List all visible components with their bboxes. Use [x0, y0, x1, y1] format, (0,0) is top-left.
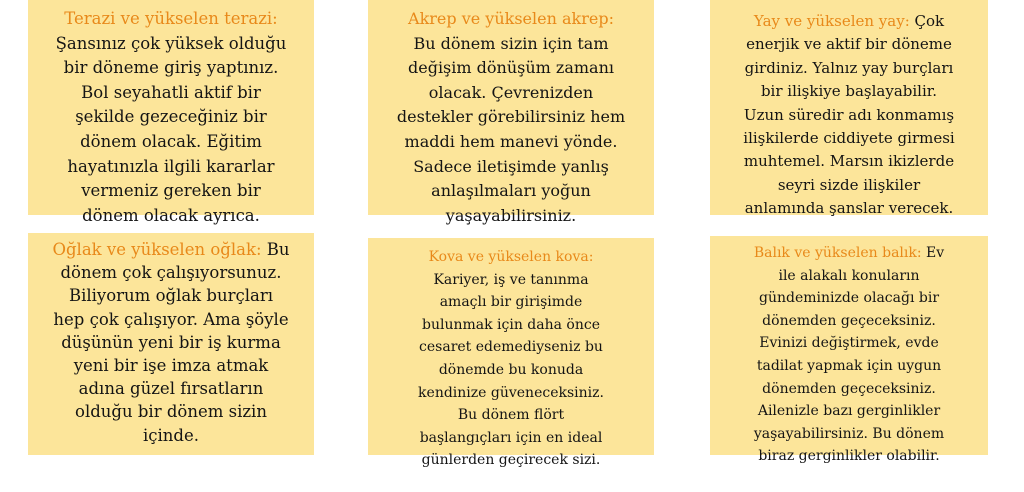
card-line: olacak. Çevrenizden: [428, 82, 594, 102]
card-heading-line: [718, 10, 980, 33]
card-line: düşünün yeni bir iş kurma: [61, 332, 281, 352]
card-line: Bu dönem flört: [457, 407, 565, 424]
card-balik: [710, 236, 988, 465]
card-line: Kariyer, iş ve tanınma: [433, 271, 589, 288]
card-heading-line: [376, 246, 646, 269]
card-line: girdiniz. Yalnız yay burçları: [744, 58, 954, 77]
card-line: değişim dönüşüm zamanı: [407, 58, 614, 78]
card-oglak: [28, 233, 314, 455]
card-line: muhtemel. Marsın ikizlerde: [743, 152, 955, 171]
card-line: anlamında şanslar verecek.: [744, 199, 954, 218]
card-line: günlerden geçirecek sizi.: [421, 452, 601, 469]
card-heading-tail: Çok: [914, 12, 945, 30]
card-heading-line: [36, 238, 306, 261]
card-line: içinde.: [143, 425, 199, 445]
card-terazi: [28, 0, 314, 225]
card-line: gündeminizde olacağı bir: [758, 290, 940, 307]
card-line: vermeniz gereken bir: [81, 181, 261, 201]
card-yay: [710, 0, 988, 218]
card-heading: Akrep ve yükselen akrep:: [408, 9, 614, 28]
card-line: amaçlı bir girişimde: [439, 294, 583, 311]
card-line: Bu dönem sizin için tam: [413, 33, 609, 53]
card-heading: Oğlak ve yükselen oğlak:: [52, 240, 262, 259]
card-line: Sadece iletişimde yanlış: [413, 156, 609, 176]
card-line: cesaret edemediyseniz bu: [419, 339, 603, 356]
card-heading: Terazi ve yükselen terazi:: [64, 9, 278, 28]
card-line: yeni bir işe imza atmak: [73, 356, 269, 376]
card-line: olduğu bir dönem sizin: [75, 402, 267, 422]
card-line: başlangıçları için en ideal: [419, 429, 603, 446]
card-line: Ailenizle bazı gerginlikler: [757, 403, 941, 420]
card-heading-line: [376, 7, 646, 32]
card-line: anlaşılmaları yoğun: [431, 181, 591, 201]
card-line: dönemden geçeceksiniz.: [762, 380, 936, 397]
card-line: destekler görebilirsiniz hem: [396, 107, 626, 127]
card-line: dönem çok çalışıyorsunuz.: [60, 263, 282, 283]
card-line: şekilde gezeceğiniz bir: [75, 107, 267, 127]
card-line: dönem olacak. Eğitim: [80, 131, 262, 151]
card-heading-tail: Bu: [266, 240, 290, 259]
card-line: Bol seyahatli aktif bir: [81, 82, 261, 102]
card-line: kendinize güveneceksiniz.: [418, 384, 604, 401]
card-heading-line: [36, 7, 306, 32]
card-line: hep çok çalışıyor. Ama şöyle: [53, 309, 289, 329]
card-line: dönemde bu konuda: [438, 361, 584, 378]
card-heading: Yay ve yükselen yay:: [753, 12, 910, 30]
card-line: Biliyorum oğlak burçları: [68, 286, 274, 306]
card-line: maddi hem manevi yönde.: [404, 131, 618, 151]
card-line: adına güzel fırsatların: [78, 379, 264, 399]
card-kova: [368, 238, 654, 469]
card-line: Evinizi değiştirmek, evde: [759, 335, 939, 352]
card-heading: Kova ve yükselen kova:: [428, 249, 594, 265]
card-line: seyri sizde ilişkiler: [777, 175, 921, 194]
card-line: dönem olacak ayrıca.: [82, 205, 260, 225]
card-line: ile alakalı konuların: [778, 267, 920, 284]
card-line: enerjik ve aktif bir döneme: [746, 35, 952, 54]
card-line: ilişkilerde ciddiyete girmesi: [743, 129, 955, 148]
card-line: Şansınız çok yüksek olduğu: [55, 33, 287, 53]
card-line: dönemden geçeceksiniz.: [762, 312, 936, 329]
card-akrep: [368, 0, 654, 225]
card-line: yaşayabilirsiniz.: [445, 205, 577, 225]
card-line: bir ilişkiye başlayabilir.: [760, 82, 938, 101]
card-heading: Balık ve yükselen balık:: [753, 245, 922, 261]
card-line: tadilat yapmak için uygun: [756, 357, 942, 374]
card-line: hayatınızla ilgili kararlar: [67, 156, 275, 176]
card-line: Uzun süredir adı konmamış: [743, 105, 955, 124]
card-heading-tail: Ev: [926, 245, 945, 261]
card-line: yaşayabilirsiniz. Bu dönem: [753, 425, 945, 442]
card-line: biraz gerginlikler olabilir.: [758, 448, 940, 465]
card-line: bir döneme giriş yaptınız.: [63, 58, 279, 78]
card-line: bulunmak için daha önce: [421, 316, 600, 333]
card-heading-line: [718, 242, 980, 265]
